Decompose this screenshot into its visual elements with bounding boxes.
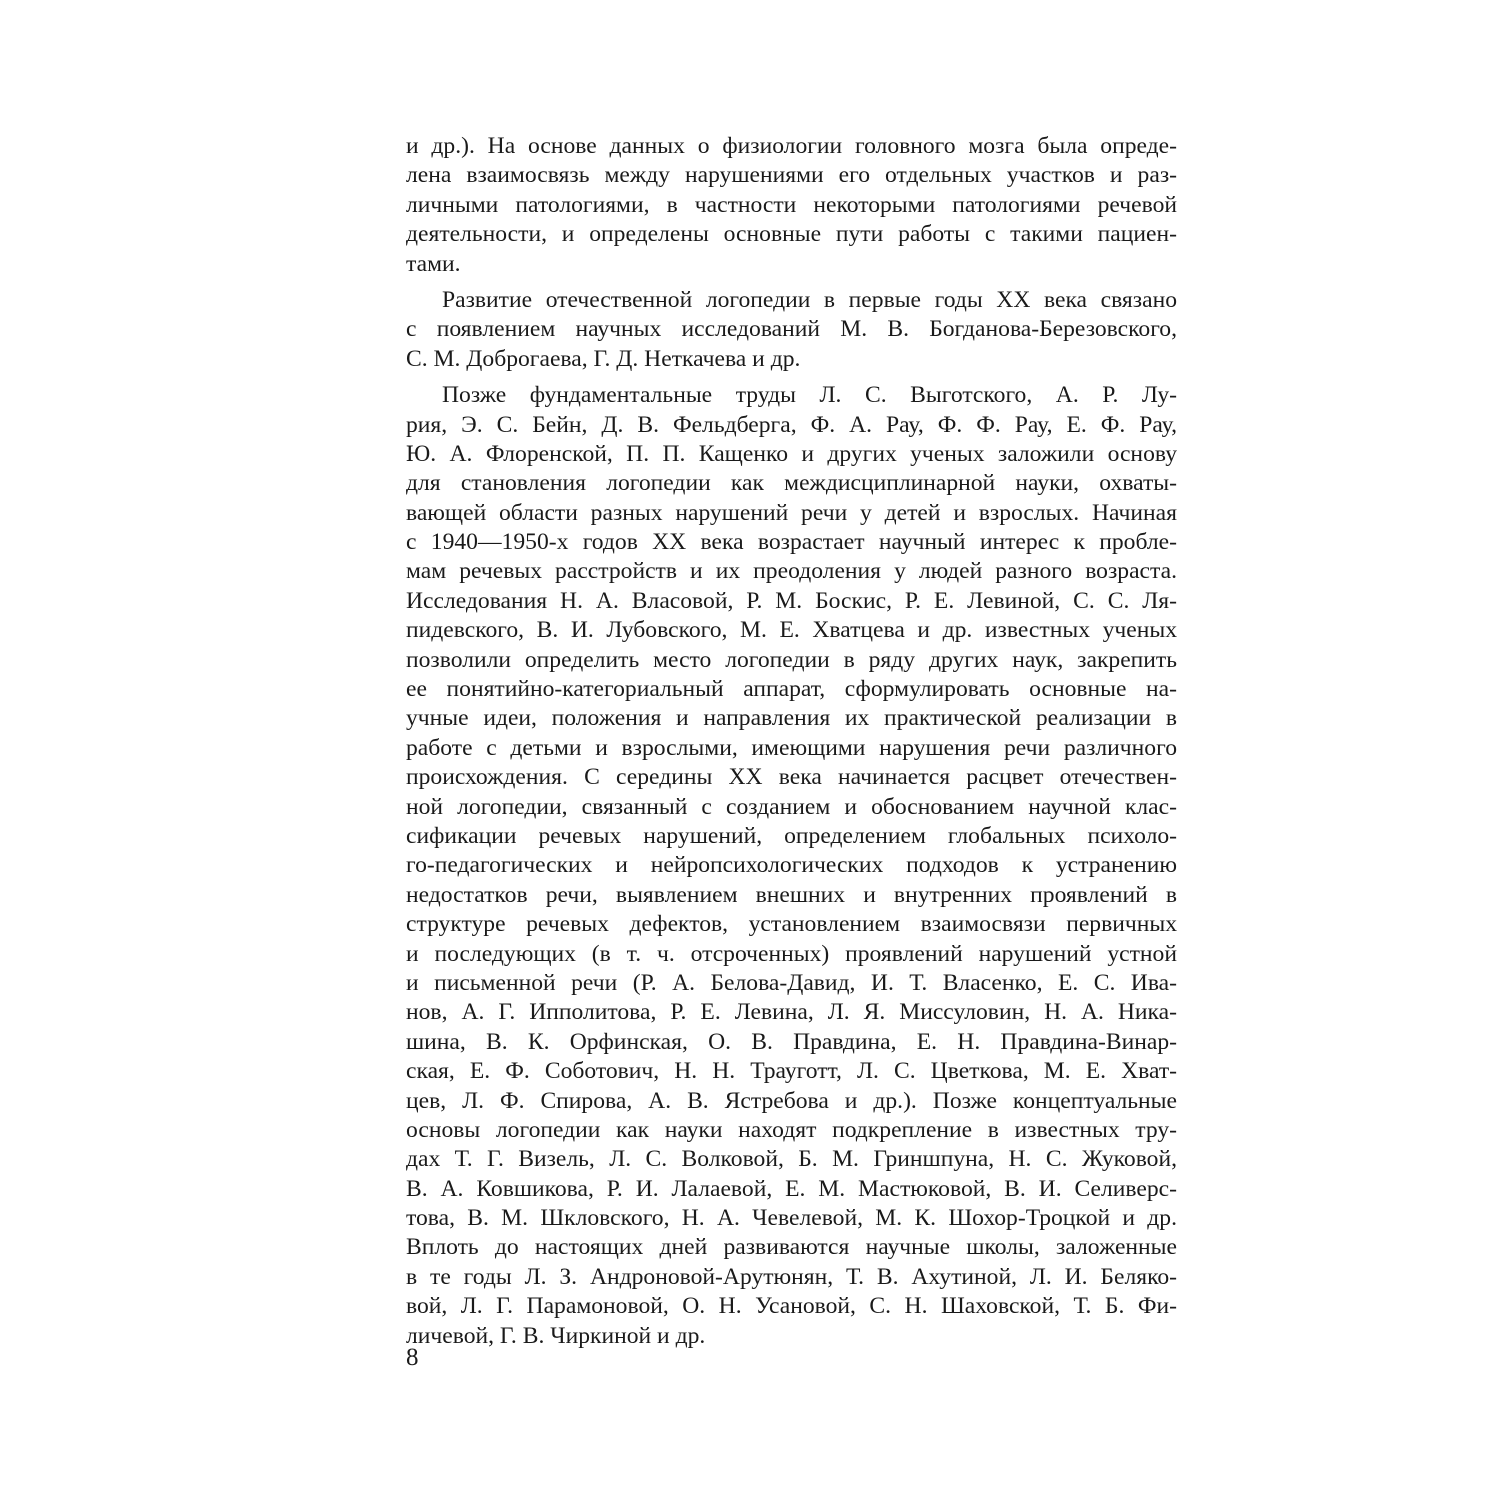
text-line: и др.). На основе данных о физиологии головного мозга была опреде- <box>406 133 1177 159</box>
text-line: това, В. М. Шкловского, Н. А. Чевелевой, М. К. Шохор-Троцкой и др. <box>406 1205 1177 1232</box>
text-line: вающей области разных нарушений речи у детей и взрослых. Начиная <box>406 499 1177 526</box>
text-line: сификации речевых нарушений, определением глобальных психоло- <box>406 822 1177 849</box>
text-line: деятельности, и определены основные пути работы с такими пациен- <box>406 221 1177 248</box>
text-line: ее понятийно-категориальный аппарат, сформулировать основные на- <box>406 676 1177 703</box>
text-line: Позже фундаментальные труды Л. С. Выготского, А. Р. Лу- <box>442 382 1177 409</box>
text-line: основы логопедии как науки находят подкрепление в известных тру- <box>406 1116 1177 1143</box>
text-line: шина, В. К. Орфинская, О. В. Правдина, Е. Н. Правдина-Винар- <box>406 1028 1177 1055</box>
text-line: недостатков речи, выявлением внешних и внутренних проявлений в <box>406 881 1177 908</box>
text-line: личными патологиями, в частности некоторыми патологиями речевой <box>406 191 1177 218</box>
text-line: с 1940—1950-х годов XX века возрастает научный интерес к пробле- <box>406 529 1177 556</box>
text-line: рия, Э. С. Бейн, Д. В. Фельдберга, Ф. А. Рау, Ф. Ф. Рау, Е. Ф. Рау, <box>406 411 1177 438</box>
paragraph <box>406 286 1177 374</box>
text-line: ская, Е. Ф. Соботович, Н. Н. Трауготт, Л. С. Цветкова, М. Е. Хват- <box>406 1058 1177 1085</box>
text-line: мам речевых расстройств и их преодоления у людей разного возраста. <box>406 558 1177 585</box>
text-line: ной логопедии, связанный с созданием и обоснованием научной клас- <box>406 793 1177 820</box>
text-line: и последующих (в т. ч. отсроченных) проявлений нарушений устной <box>406 940 1177 967</box>
text-line: пидевского, В. И. Лубовского, М. Е. Хватцева и др. известных ученых <box>406 617 1177 644</box>
text-line: цев, Л. Ф. Спирова, А. В. Ястребова и др.). Позже концептуальные <box>406 1087 1177 1114</box>
text-line: личевой, Г. В. Чиркиной и др. <box>406 1322 706 1349</box>
text-line: вой, Л. Г. Парамоновой, О. Н. Усановой, С. Н. Шаховской, Т. Б. Фи- <box>406 1293 1177 1320</box>
text-line: Ю. А. Флоренской, П. П. Кащенко и других ученых заложили основу <box>406 440 1177 467</box>
text-line: с появлением научных исследований М. В. Богданова-Березовского, <box>406 316 1177 343</box>
text-line: позволили определить место логопедии в ряду других наук, закрепить <box>406 646 1177 673</box>
text-line: Развитие отечественной логопедии в первые годы XX века связано <box>442 286 1177 313</box>
text-line: нов, А. Г. Ипполитова, Р. Е. Левина, Л. Я. Миссуловин, Н. А. Ника- <box>406 999 1177 1026</box>
text-line: лена взаимосвязь между нарушениями его отдельных участков и раз- <box>406 162 1177 189</box>
text-line: го-педагогических и нейропсихологических подходов к устранению <box>406 852 1177 879</box>
text-line: для становления логопедии как междисциплинарной науки, охваты- <box>406 470 1177 497</box>
text-line: учные идеи, положения и направления их практической реализации в <box>406 705 1177 732</box>
text-line: структуре речевых дефектов, установлением взаимосвязи первичных <box>406 911 1177 938</box>
paragraph <box>406 132 1177 279</box>
text-line: работе с детьми и взрослыми, имеющими нарушения речи различного <box>406 734 1177 761</box>
text-line: тами. <box>406 250 461 277</box>
text-line: дах Т. Г. Визель, Л. С. Волковой, Б. М. Гриншпуна, Н. С. Жуковой, <box>406 1146 1177 1173</box>
text-line: происхождения. С середины XX века начинается расцвет отечествен- <box>406 764 1177 791</box>
text-line: и письменной речи (Р. А. Белова-Давид, И. Т. Власенко, Е. С. Ива- <box>406 969 1177 996</box>
text-line: Вплоть до настоящих дней развиваются научные школы, заложенные <box>406 1234 1177 1261</box>
text-line: в те годы Л. З. Андроновой-Арутюнян, Т. В. Ахутиной, Л. И. Беляко- <box>406 1263 1177 1290</box>
body-text <box>406 132 1177 1351</box>
text-line: В. А. Ковшикова, Р. И. Лалаевой, Е. М. Мастюковой, В. И. Селиверс- <box>406 1175 1177 1202</box>
text-line: Исследования Н. А. Власовой, Р. М. Боскис, Р. Е. Левиной, С. С. Ля- <box>406 587 1177 614</box>
paragraph <box>406 381 1177 1351</box>
page-number: 8 <box>406 1344 419 1371</box>
text-line: С. М. Доброгаева, Г. Д. Неткачева и др. <box>406 345 801 372</box>
